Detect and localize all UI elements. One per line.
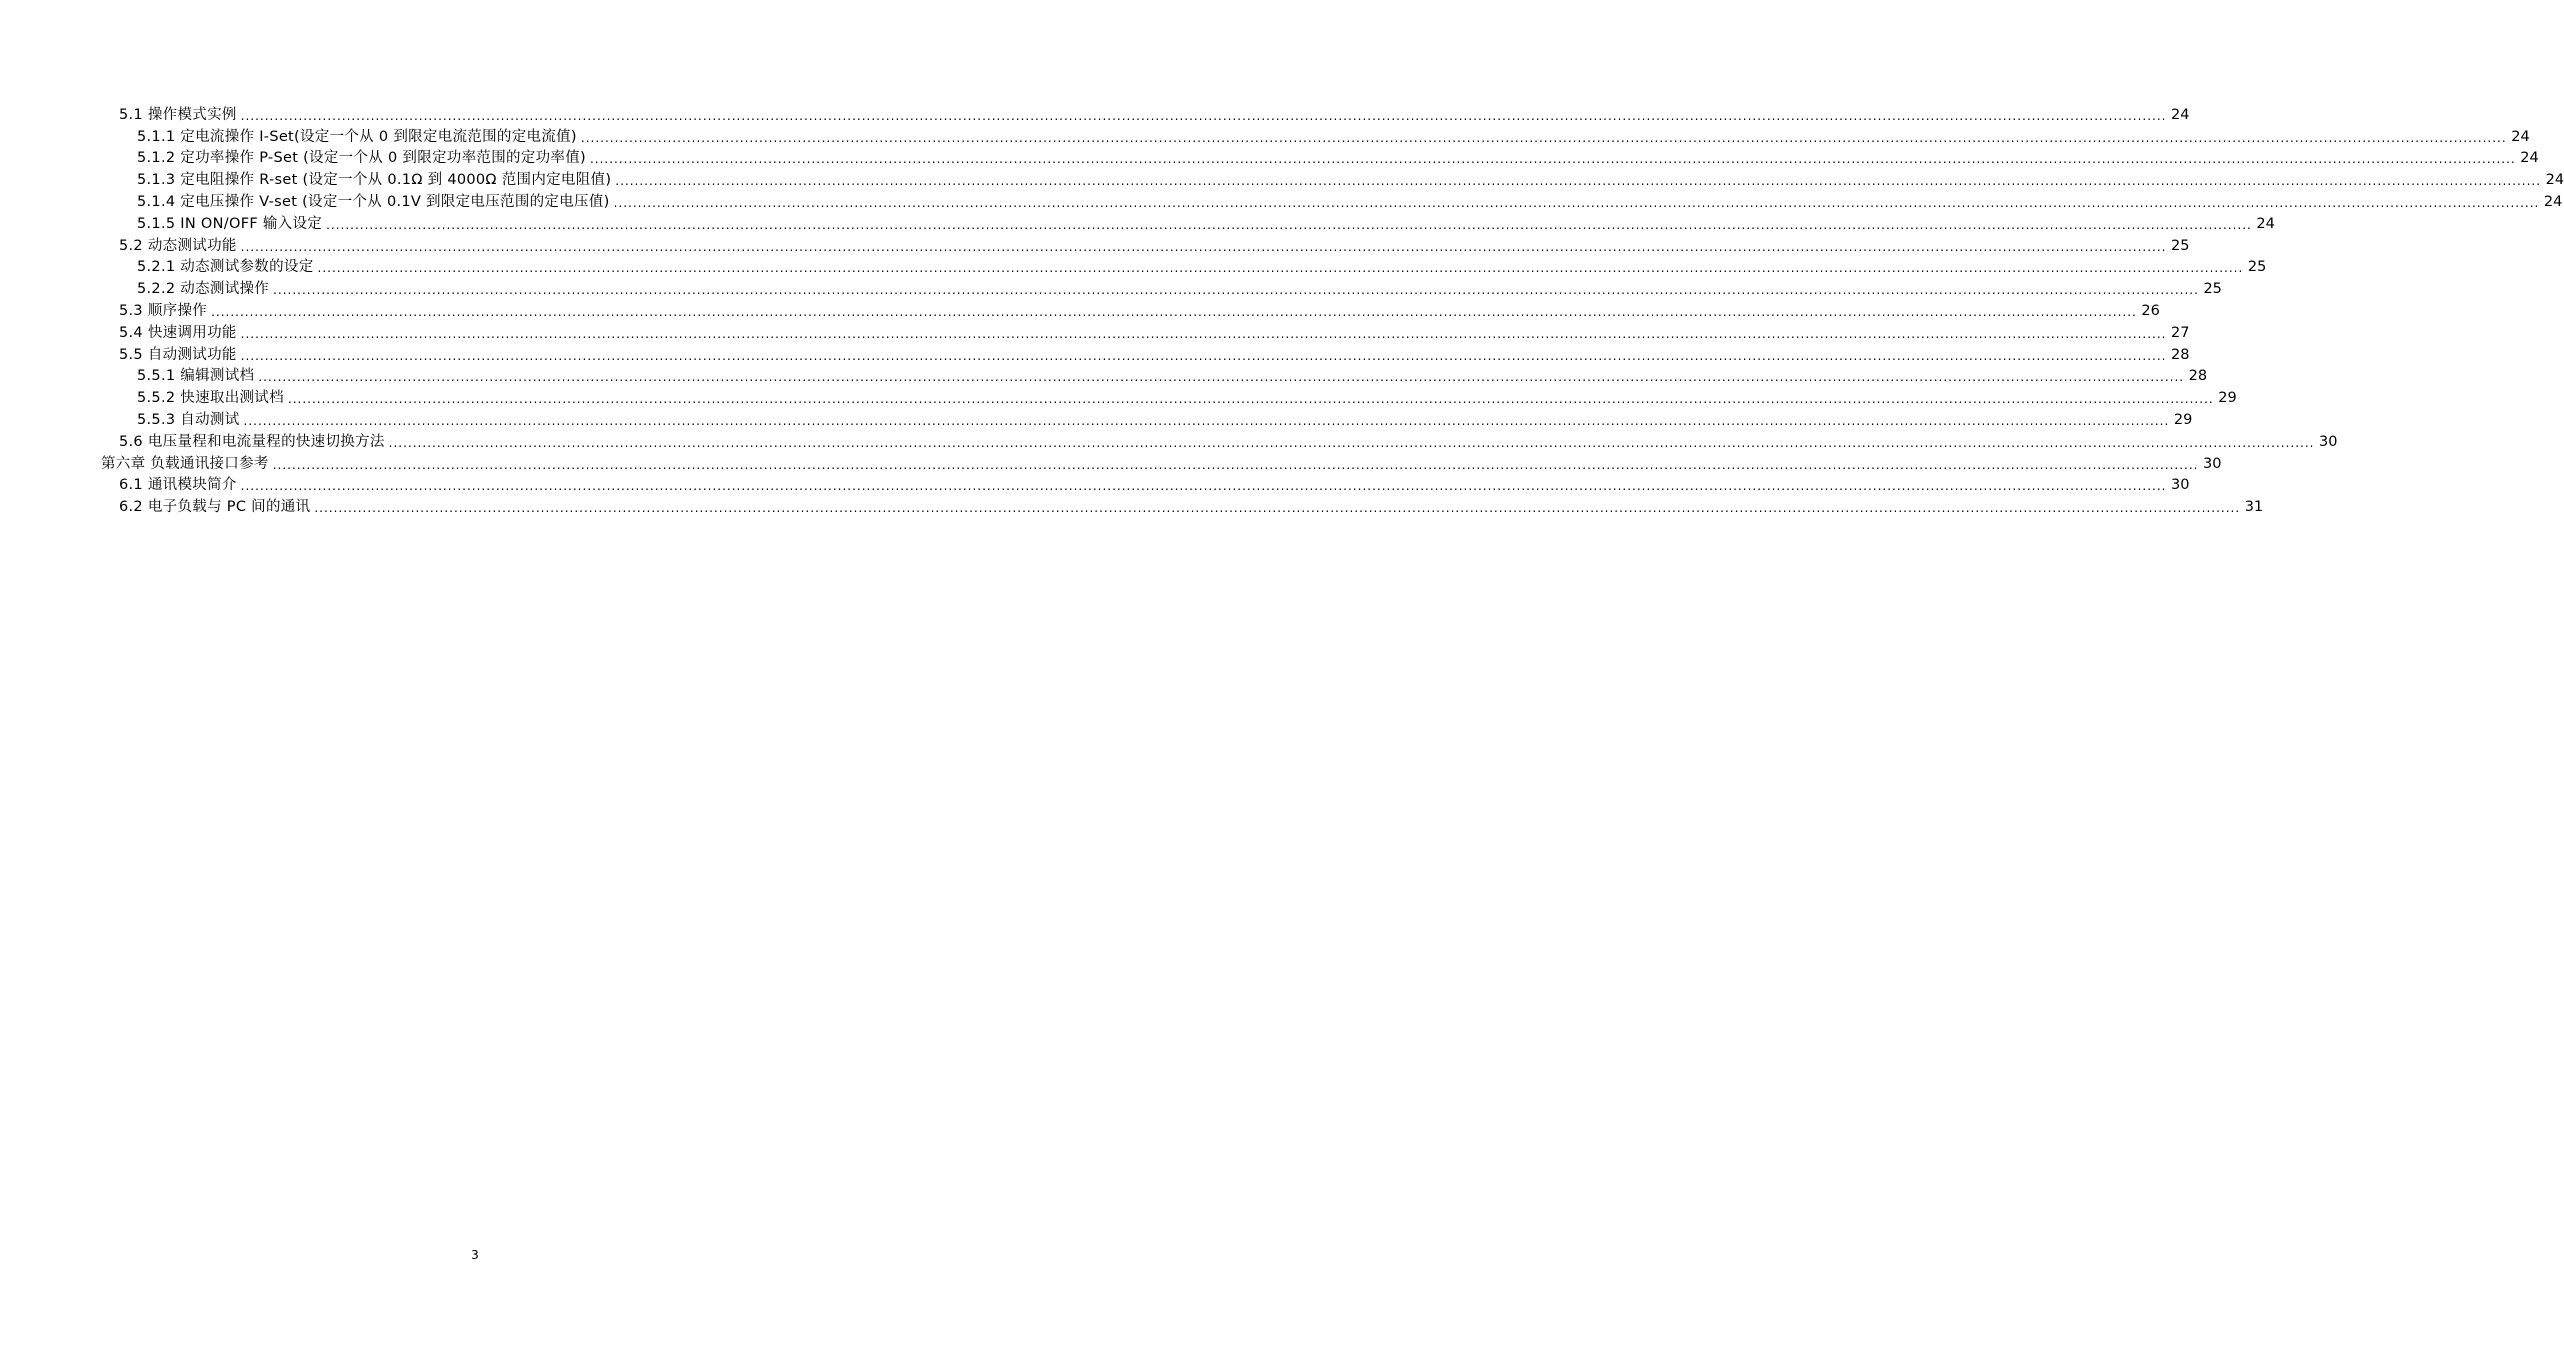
- toc-dot-leader: ................................................................................................................................................................................................................................................................................................................................................................................................................: [317, 261, 2244, 276]
- toc-entry-page: 24: [2511, 128, 2530, 145]
- toc-dot-leader: ................................................................................................................................................................................................................................................................................................................................................................................................................: [240, 326, 2167, 341]
- toc-dot-leader: ................................................................................................................................................................................................................................................................................................................................................................................................................: [615, 174, 2542, 189]
- toc-dot-leader: ................................................................................................................................................................................................................................................................................................................................................................................................................: [272, 457, 2199, 472]
- toc-dot-leader: ................................................................................................................................................................................................................................................................................................................................................................................................................: [211, 304, 2137, 319]
- toc-entry-title: 5.2.2 动态测试操作: [137, 281, 273, 298]
- toc-entry[interactable]: [0, 167, 2564, 189]
- toc-entry[interactable]: [0, 429, 2338, 451]
- toc-entry[interactable]: [0, 473, 2190, 495]
- toc-entry-title: 5.2 动态测试功能: [119, 238, 241, 255]
- toc-entry-page: 30: [2171, 477, 2190, 494]
- toc-entry[interactable]: [0, 298, 2160, 320]
- table-of-contents: [0, 102, 2564, 516]
- toc-entry-title: 6.1 通讯模块简介: [119, 477, 241, 494]
- toc-dot-leader: ................................................................................................................................................................................................................................................................................................................................................................................................................: [240, 348, 2167, 363]
- toc-entry-title: 6.2 电子负载与 PC 间的通讯: [119, 499, 314, 516]
- toc-entry-title: 5.1.4 定电压操作 V-set (设定一个从 0.1V 到限定电压范围的定电压值): [137, 194, 614, 211]
- toc-entry[interactable]: [0, 233, 2190, 255]
- toc-dot-leader: ................................................................................................................................................................................................................................................................................................................................................................................................................: [589, 152, 2516, 167]
- toc-entry-title: 5.1 操作模式实例: [119, 107, 241, 124]
- toc-entry-title: 第六章 负载通讯接口参考: [101, 456, 273, 473]
- toc-entry[interactable]: [0, 364, 2208, 386]
- toc-entry[interactable]: [0, 385, 2237, 407]
- toc-entry[interactable]: [0, 494, 2264, 516]
- toc-dot-leader: ................................................................................................................................................................................................................................................................................................................................................................................................................: [240, 239, 2167, 254]
- toc-entry-page: 29: [2218, 390, 2237, 407]
- toc-entry[interactable]: [0, 255, 2267, 277]
- toc-entry-title: 5.6 电压量程和电流量程的快速切换方法: [119, 434, 389, 451]
- toc-dot-leader: ................................................................................................................................................................................................................................................................................................................................................................................................................: [240, 479, 2167, 494]
- toc-entry-page: 27: [2171, 324, 2190, 341]
- toc-entry-page: 25: [2247, 259, 2267, 276]
- toc-dot-leader: ................................................................................................................................................................................................................................................................................................................................................................................................................: [580, 130, 2507, 145]
- toc-dot-leader: ................................................................................................................................................................................................................................................................................................................................................................................................................: [240, 108, 2167, 123]
- toc-entry-title: 5.1.5 IN ON/OFF 输入设定: [137, 216, 326, 233]
- toc-entry-title: 5.2.1 动态测试参数的设定: [137, 259, 318, 276]
- toc-entry-title: 5.5.1 编辑测试档: [137, 368, 258, 385]
- toc-dot-leader: ................................................................................................................................................................................................................................................................................................................................................................................................................: [314, 501, 2241, 516]
- toc-entry-title: 5.5 自动测试功能: [119, 347, 241, 364]
- toc-entry-title: 5.5.3 自动测试: [137, 412, 244, 429]
- toc-dot-leader: ................................................................................................................................................................................................................................................................................................................................................................................................................: [287, 392, 2214, 407]
- toc-entry[interactable]: [0, 320, 2190, 342]
- toc-entry-title: 5.1.1 定电流操作 I-Set(设定一个从 0 到限定电流范围的定电流值): [137, 129, 581, 146]
- toc-entry-page: 24: [2520, 150, 2539, 167]
- toc-entry-page: 24: [2543, 193, 2563, 210]
- toc-dot-leader: ................................................................................................................................................................................................................................................................................................................................................................................................................: [273, 283, 2199, 298]
- toc-entry-title: 5.1.2 定功率操作 P-Set (设定一个从 0 到限定功率范围的定功率值): [137, 150, 590, 167]
- toc-entry-page: 25: [2171, 237, 2190, 254]
- toc-entry-title: 5.4 快速调用功能: [119, 325, 241, 342]
- toc-entry[interactable]: [0, 211, 2275, 233]
- toc-dot-leader: ................................................................................................................................................................................................................................................................................................................................................................................................................: [243, 413, 2170, 428]
- toc-entry[interactable]: [0, 342, 2190, 364]
- toc-entry-page: 30: [2319, 433, 2338, 450]
- toc-entry-page: 26: [2141, 302, 2160, 319]
- toc-entry-page: 28: [2171, 346, 2190, 363]
- toc-entry-page: 30: [2203, 455, 2222, 472]
- toc-entry-title: 5.3 顺序操作: [119, 303, 211, 320]
- toc-entry-page: 24: [2256, 215, 2275, 232]
- toc-dot-leader: ................................................................................................................................................................................................................................................................................................................................................................................................................: [326, 217, 2252, 232]
- toc-dot-leader: ................................................................................................................................................................................................................................................................................................................................................................................................................: [388, 435, 2315, 450]
- toc-entry[interactable]: [0, 146, 2539, 168]
- toc-entry[interactable]: [0, 276, 2222, 298]
- toc-entry-page: 24: [2171, 106, 2190, 123]
- toc-dot-leader: ................................................................................................................................................................................................................................................................................................................................................................................................................: [613, 195, 2540, 210]
- page-number: 3: [471, 1248, 479, 1262]
- toc-entry-title: 5.5.2 快速取出测试档: [137, 390, 288, 407]
- toc-entry[interactable]: [0, 451, 2222, 473]
- toc-entry[interactable]: [0, 189, 2563, 211]
- toc-entry-page: 24: [2545, 172, 2564, 189]
- toc-entry-page: 31: [2244, 499, 2264, 516]
- toc-dot-leader: ................................................................................................................................................................................................................................................................................................................................................................................................................: [258, 370, 2185, 385]
- toc-entry-title: 5.1.3 定电阻操作 R-set (设定一个从 0.1Ω 到 4000Ω 范围内定电阻值): [137, 172, 615, 189]
- toc-entry-page: 29: [2173, 411, 2193, 428]
- toc-entry[interactable]: [0, 407, 2193, 429]
- toc-entry-page: 25: [2203, 281, 2222, 298]
- toc-entry-page: 28: [2188, 368, 2208, 385]
- toc-entry[interactable]: [0, 124, 2530, 146]
- toc-entry[interactable]: [0, 102, 2190, 124]
